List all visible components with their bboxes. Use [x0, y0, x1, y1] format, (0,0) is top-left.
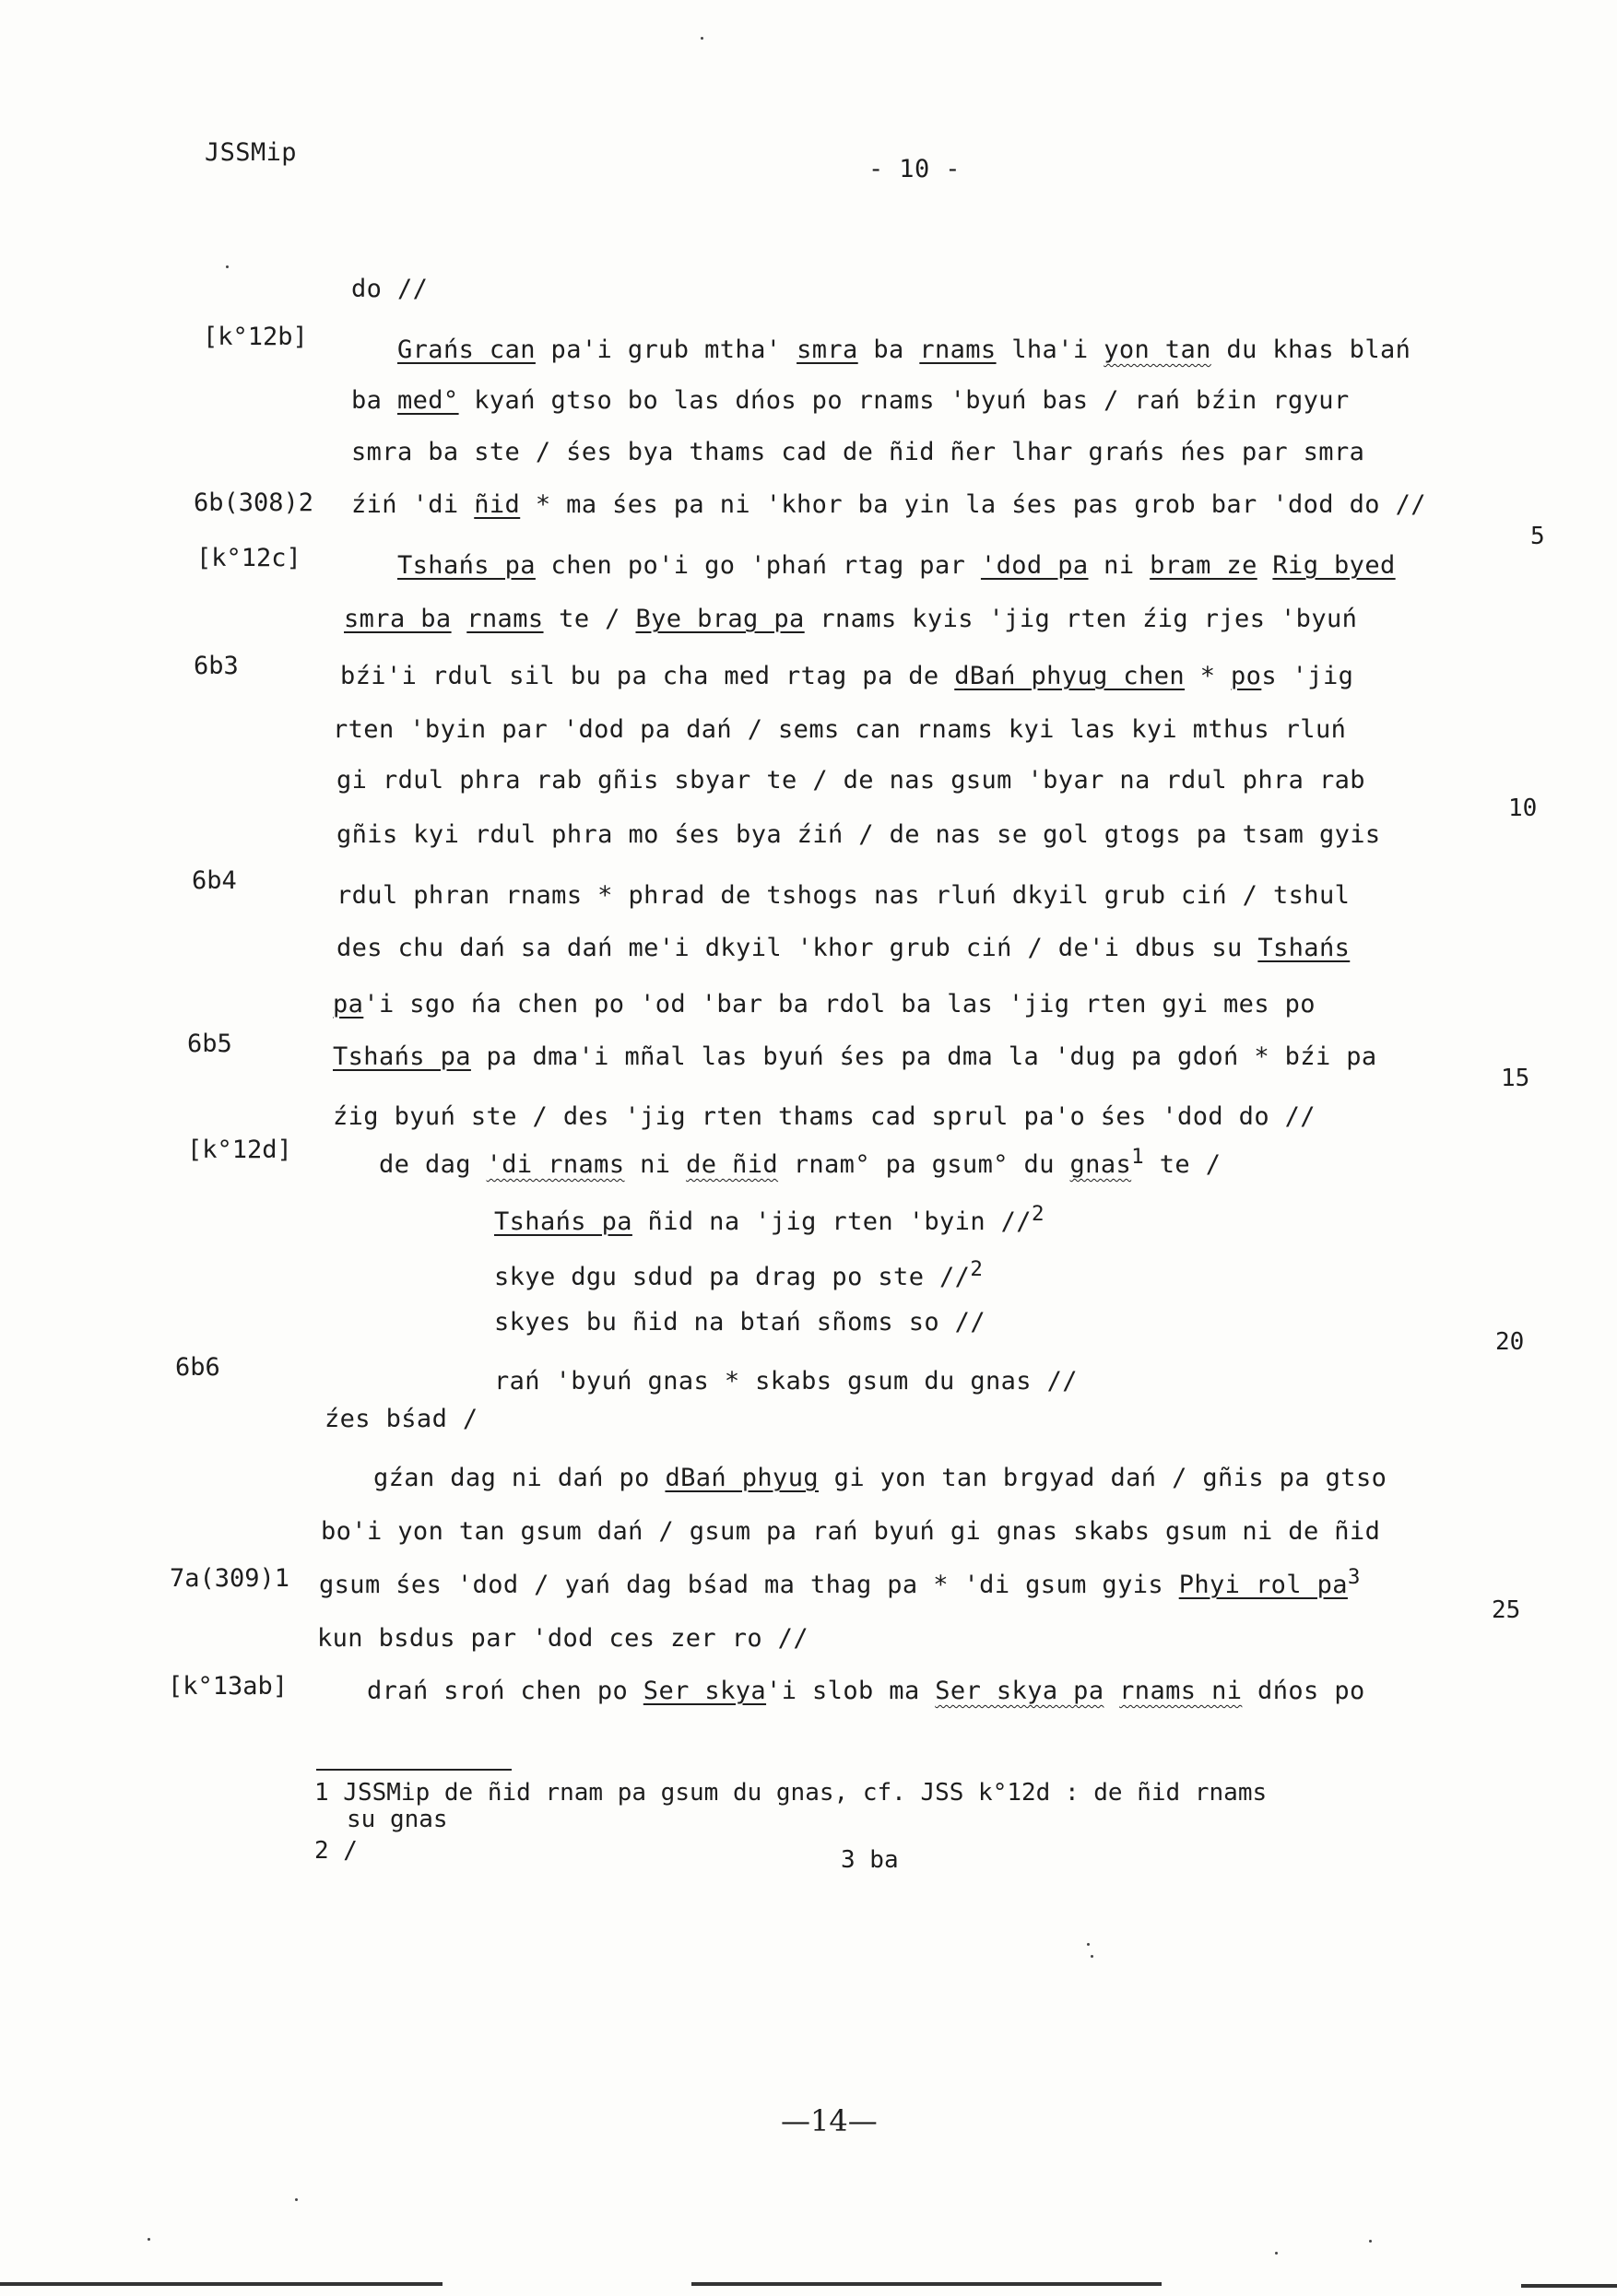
scan-speck [1087, 1943, 1090, 1946]
line-number: 25 [1492, 1596, 1521, 1624]
verse-line: skye dgu sdud pa drag po ste //$^2$ [494, 1257, 984, 1291]
margin-ref: [k°12b] [203, 323, 308, 351]
footnote-marker: 1 [1131, 1145, 1145, 1169]
folio-ref: 7a(309)1 [170, 1564, 290, 1593]
folio-ref: 6b3 [194, 652, 239, 680]
folio-ref: 6b5 [187, 1030, 232, 1058]
scan-speck [1275, 2252, 1278, 2255]
text-line: Tshańs pa chen po'i go 'phań rtag par 'dod pa ni bram ze Rig byed [397, 551, 1396, 580]
verse-line: rań 'byuń gnas * skabs gsum du gnas // [494, 1367, 1078, 1395]
text-line: źes bśad / [325, 1405, 478, 1433]
text-line: rdul phran rnams * phrad de tshogs nas rluń dkyil grub ciń / tshul [336, 881, 1351, 910]
scan-speck [1091, 1955, 1093, 1958]
margin-ref: [k°12d] [187, 1136, 292, 1164]
text-line: źig byuń ste / des 'jig rten thams cad sprul pa'o śes 'dod do // [333, 1102, 1316, 1131]
text-line: de dag 'di rnams ni de ñid rnam° pa gsum° du gnas$^1$ te / [379, 1145, 1222, 1179]
text-line: gi rdul phra rab gñis sbyar te / de nas gsum 'byar na rdul phra rab [336, 766, 1365, 795]
line-number: 15 [1501, 1065, 1530, 1092]
folio-ref: 6b(308)2 [194, 489, 314, 517]
margin-ref: [k°12c] [196, 544, 301, 572]
scan-edge-bar [691, 2282, 1162, 2286]
scan-speck [148, 2238, 150, 2241]
text-line: gźan dag ni dań po dBań phyug gi yon tan brgyad dań / gñis pa gtso [373, 1464, 1387, 1492]
footnote-1-cont: su gnas [347, 1806, 448, 1833]
text-line: drań sroń chen po Ser skya'i slob ma Ser skya pa rnams ni dńos po [367, 1677, 1365, 1705]
scan-speck [1369, 2240, 1372, 2243]
scan-edge-bar [1521, 2284, 1617, 2288]
text-line: des chu dań sa dań me'i dkyil 'khor grub ciń / de'i dbus su Tshańs [336, 934, 1351, 962]
footnote-3: 3 ba [841, 1846, 899, 1874]
footnote-rule [316, 1769, 512, 1771]
verse-line: Tshańs pa ñid na 'jig rten 'byin //$^2$ [494, 1202, 1045, 1236]
footnote-marker: 2 [1031, 1202, 1045, 1226]
text-line: gñis kyi rdul phra mo śes bya źiń / de nas se gol gtogs pa tsam gyis [336, 820, 1381, 849]
scan-speck [701, 37, 703, 40]
text-line: Tshańs pa pa dma'i mñal las byuń śes pa dma la 'dug pa gdoń * bźi pa [333, 1042, 1377, 1071]
text-line: źiń 'di ñid * ma śes pa ni 'khor ba yin la śes pas grob bar 'dod do // [351, 490, 1426, 519]
scan-speck [226, 265, 229, 268]
footnote-1: 1 JSSMip de ñid rnam pa gsum du gnas, cf. JSS k°12d : de ñid rnams [314, 1779, 1268, 1807]
ms-siglum: JSSMip [205, 138, 297, 167]
scan-speck [295, 2198, 298, 2201]
text-line: kun bsdus par 'dod ces zer ro // [317, 1624, 808, 1653]
folio-ref: 6b6 [175, 1353, 220, 1382]
page-footer-number: —14— [781, 2103, 878, 2138]
text-line: smra ba ste / śes bya thams cad de ñid ñer lhar grańs ńes par smra [351, 438, 1365, 466]
text-line: gsum śes 'dod / yań dag bśad ma thag pa * 'di gsum gyis Phyi rol $pa^3$ [319, 1565, 1361, 1599]
folio-ref: 6b4 [192, 866, 237, 895]
page-number: - 10 - [868, 155, 961, 183]
text-line: smra ba rnams te / Bye brag pa rnams kyis 'jig rten źig rjes 'byuń [344, 605, 1358, 633]
text-line: do // [351, 275, 429, 303]
scan-edge-bar [0, 2282, 443, 2286]
text-line: rten 'byin par 'dod pa dań / sems can rnams kyi las kyi mthus rluń [333, 715, 1347, 744]
line-number: 10 [1508, 795, 1538, 822]
margin-ref: [k°13ab] [168, 1672, 289, 1701]
text-line: bo'i yon tan gsum dań / gsum pa rań byuń gi gnas skabs gsum ni de ñid [321, 1517, 1381, 1546]
verse-line: skyes bu ñid na btań sñoms so // [494, 1308, 986, 1336]
text-line: pa'i sgo ńa chen po 'od 'bar ba rdol ba las 'jig rten gyi mes po [333, 990, 1316, 1018]
line-number: 5 [1530, 523, 1545, 550]
footnote-marker: 3 [1347, 1565, 1361, 1589]
text-line: ba med° kyań gtso bo las dńos po rnams 'byuń bas / rań bźin rgyur [351, 386, 1350, 415]
text-line: Grańs can pa'i grub mtha' smra ba rnams lha'i yon tan du khas blań [397, 336, 1411, 364]
footnote-2: 2 / [314, 1837, 358, 1865]
text-line: bźi'i rdul sil bu pa cha med rtag pa de dBań phyug chen * pos 'jig [340, 662, 1354, 690]
footnote-marker: 2 [970, 1257, 984, 1281]
line-number: 20 [1495, 1328, 1525, 1356]
